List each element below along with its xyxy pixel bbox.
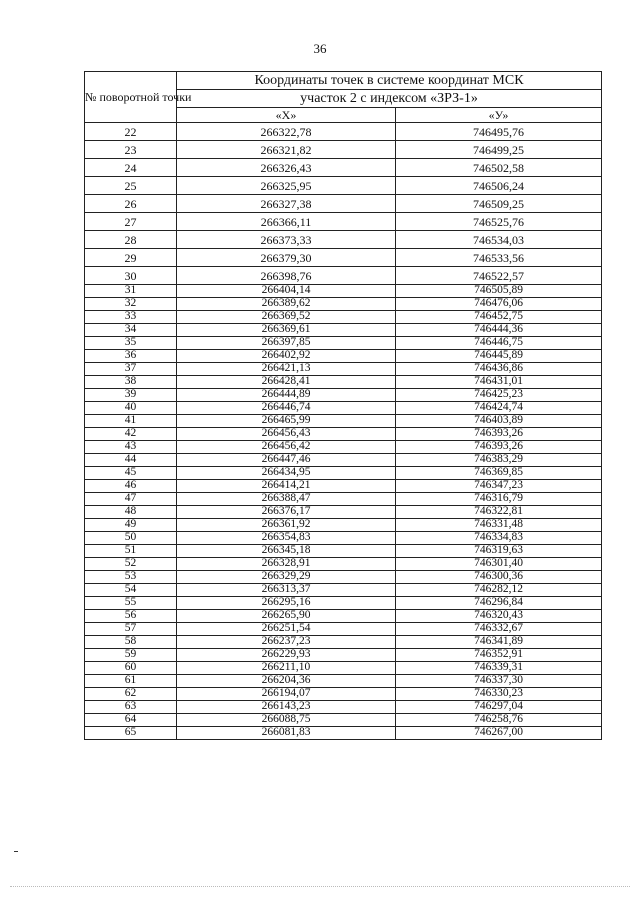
scan-edge-dots [10,886,630,890]
point-number-cell: 33 [85,311,177,324]
x-coordinate-cell: 266397,85 [177,337,396,350]
x-coordinate-cell: 266211,10 [177,662,396,675]
point-number-cell: 45 [85,467,177,480]
table-row [85,123,602,141]
table-row [85,467,602,480]
x-coordinate-cell: 266321,82 [177,141,396,159]
coordinates-table [84,71,602,740]
header-plot-index: участок 2 с индексом «ЗРЗ-1» [177,90,602,108]
y-coordinate-cell: 746296,84 [396,597,602,610]
point-number-cell: 23 [85,141,177,159]
y-coordinate-cell: 746446,75 [396,337,602,350]
y-coordinate-cell: 746267,00 [396,727,602,740]
table-row [85,428,602,441]
x-coordinate-cell: 266322,78 [177,123,396,141]
point-number-cell: 54 [85,584,177,597]
table-row [85,267,602,285]
y-coordinate-cell: 746403,89 [396,415,602,428]
table-row [85,597,602,610]
table-row [85,532,602,545]
x-coordinate-cell: 266361,92 [177,519,396,532]
table-row [85,177,602,195]
x-coordinate-cell: 266414,21 [177,480,396,493]
point-number-cell: 22 [85,123,177,141]
y-coordinate-cell: 746282,12 [396,584,602,597]
x-coordinate-cell: 266251,54 [177,623,396,636]
y-coordinate-cell: 746332,67 [396,623,602,636]
table-row [85,727,602,740]
point-number-cell: 43 [85,441,177,454]
table-row [85,610,602,623]
y-coordinate-cell: 746331,48 [396,519,602,532]
y-coordinate-cell: 746369,85 [396,467,602,480]
table-row [85,389,602,402]
y-coordinate-cell: 746347,23 [396,480,602,493]
point-number-cell: 65 [85,727,177,740]
table-row [85,337,602,350]
y-coordinate-cell: 746258,76 [396,714,602,727]
x-coordinate-cell: 266447,46 [177,454,396,467]
y-coordinate-cell: 746476,06 [396,298,602,311]
table-row [85,231,602,249]
y-coordinate-cell: 746352,91 [396,649,602,662]
y-coordinate-cell: 746341,89 [396,636,602,649]
table-row [85,649,602,662]
table-row [85,623,602,636]
table-row [85,558,602,571]
y-coordinate-cell: 746522,57 [396,267,602,285]
table-row [85,324,602,337]
point-number-cell: 35 [85,337,177,350]
point-number-cell: 26 [85,195,177,213]
y-coordinate-cell: 746339,31 [396,662,602,675]
table-row [85,480,602,493]
x-coordinate-cell: 266326,43 [177,159,396,177]
point-number-cell: 28 [85,231,177,249]
table-row [85,350,602,363]
x-coordinate-cell: 266088,75 [177,714,396,727]
table-row [85,688,602,701]
x-coordinate-cell: 266402,92 [177,350,396,363]
x-coordinate-cell: 266446,74 [177,402,396,415]
y-coordinate-cell: 746445,89 [396,350,602,363]
x-coordinate-cell: 266325,95 [177,177,396,195]
point-number-cell: 61 [85,675,177,688]
point-number-cell: 37 [85,363,177,376]
point-number-cell: 63 [85,701,177,714]
margin-mark [14,851,18,852]
point-number-cell: 32 [85,298,177,311]
y-coordinate-cell: 746330,23 [396,688,602,701]
point-number-cell: 60 [85,662,177,675]
y-coordinate-cell: 746502,58 [396,159,602,177]
x-coordinate-cell: 266229,93 [177,649,396,662]
y-coordinate-cell: 746424,74 [396,402,602,415]
x-coordinate-cell: 266379,30 [177,249,396,267]
point-number-cell: 57 [85,623,177,636]
point-number-cell: 59 [85,649,177,662]
header-point-number: № поворотной точки [85,72,177,123]
table-row [85,376,602,389]
point-number-cell: 41 [85,415,177,428]
point-number-cell: 38 [85,376,177,389]
table-row [85,571,602,584]
x-coordinate-cell: 266373,33 [177,231,396,249]
y-coordinate-cell: 746499,25 [396,141,602,159]
x-coordinate-cell: 266328,91 [177,558,396,571]
point-number-cell: 31 [85,285,177,298]
point-number-cell: 48 [85,506,177,519]
header-coordinate-system: Координаты точек в системе координат МСК [177,72,602,90]
y-coordinate-cell: 746383,29 [396,454,602,467]
point-number-cell: 55 [85,597,177,610]
table-body [85,123,602,740]
x-coordinate-cell: 266204,36 [177,675,396,688]
y-coordinate-cell: 746495,76 [396,123,602,141]
table-row [85,675,602,688]
point-number-cell: 64 [85,714,177,727]
y-coordinate-cell: 746509,25 [396,195,602,213]
x-coordinate-cell: 266389,62 [177,298,396,311]
table-row [85,415,602,428]
point-number-cell: 39 [85,389,177,402]
table-row [85,159,602,177]
x-coordinate-cell: 266345,18 [177,545,396,558]
table-row [85,519,602,532]
y-coordinate-cell: 746431,01 [396,376,602,389]
table-row [85,584,602,597]
table-row [85,213,602,231]
x-coordinate-cell: 266465,99 [177,415,396,428]
point-number-cell: 27 [85,213,177,231]
x-coordinate-cell: 266237,23 [177,636,396,649]
x-coordinate-cell: 266143,23 [177,701,396,714]
table-row [85,402,602,415]
point-number-cell: 52 [85,558,177,571]
point-number-cell: 40 [85,402,177,415]
x-coordinate-cell: 266313,37 [177,584,396,597]
y-coordinate-cell: 746505,89 [396,285,602,298]
x-coordinate-cell: 266081,83 [177,727,396,740]
point-number-cell: 62 [85,688,177,701]
y-coordinate-cell: 746319,63 [396,545,602,558]
y-coordinate-cell: 746506,24 [396,177,602,195]
point-number-cell: 50 [85,532,177,545]
point-number-cell: 29 [85,249,177,267]
table-row [85,714,602,727]
y-coordinate-cell: 746534,03 [396,231,602,249]
x-coordinate-cell: 266444,89 [177,389,396,402]
table-row [85,506,602,519]
table-row [85,441,602,454]
x-coordinate-cell: 266456,43 [177,428,396,441]
point-number-cell: 44 [85,454,177,467]
table-row [85,454,602,467]
table-row [85,249,602,267]
y-coordinate-cell: 746393,26 [396,428,602,441]
table-row [85,636,602,649]
table-row [85,545,602,558]
x-coordinate-cell: 266428,41 [177,376,396,389]
y-coordinate-cell: 746452,75 [396,311,602,324]
y-coordinate-cell: 746444,36 [396,324,602,337]
y-coordinate-cell: 746393,26 [396,441,602,454]
x-coordinate-cell: 266369,61 [177,324,396,337]
point-number-cell: 42 [85,428,177,441]
point-number-cell: 56 [85,610,177,623]
x-coordinate-cell: 266398,76 [177,267,396,285]
table-row [85,298,602,311]
point-number-cell: 36 [85,350,177,363]
x-coordinate-cell: 266295,16 [177,597,396,610]
page-number: 36 [313,41,327,56]
table-row [85,285,602,298]
point-number-cell: 51 [85,545,177,558]
x-coordinate-cell: 266404,14 [177,285,396,298]
table-row [85,493,602,506]
x-coordinate-cell: 266388,47 [177,493,396,506]
y-coordinate-cell: 746297,04 [396,701,602,714]
x-coordinate-cell: 266376,17 [177,506,396,519]
x-coordinate-cell: 266265,90 [177,610,396,623]
y-coordinate-cell: 746436,86 [396,363,602,376]
table-row [85,141,602,159]
x-coordinate-cell: 266354,83 [177,532,396,545]
point-number-cell: 46 [85,480,177,493]
y-coordinate-cell: 746300,36 [396,571,602,584]
y-coordinate-cell: 746316,79 [396,493,602,506]
point-number-cell: 53 [85,571,177,584]
x-coordinate-cell: 266434,95 [177,467,396,480]
y-coordinate-cell: 746322,81 [396,506,602,519]
point-number-cell: 24 [85,159,177,177]
x-coordinate-cell: 266369,52 [177,311,396,324]
table-row [85,311,602,324]
y-coordinate-cell: 746425,23 [396,389,602,402]
table-row [85,662,602,675]
point-number-cell: 58 [85,636,177,649]
x-coordinate-cell: 266421,13 [177,363,396,376]
x-coordinate-cell: 266329,29 [177,571,396,584]
x-coordinate-cell: 266366,11 [177,213,396,231]
y-coordinate-cell: 746334,83 [396,532,602,545]
header-y: «У» [396,108,602,123]
y-coordinate-cell: 746533,56 [396,249,602,267]
point-number-cell: 25 [85,177,177,195]
point-number-cell: 30 [85,267,177,285]
header-x: «X» [177,108,396,123]
x-coordinate-cell: 266194,07 [177,688,396,701]
y-coordinate-cell: 746337,30 [396,675,602,688]
table-row [85,195,602,213]
table-row [85,363,602,376]
point-number-cell: 34 [85,324,177,337]
x-coordinate-cell: 266327,38 [177,195,396,213]
point-number-cell: 47 [85,493,177,506]
point-number-cell: 49 [85,519,177,532]
y-coordinate-cell: 746301,40 [396,558,602,571]
table-row [85,701,602,714]
y-coordinate-cell: 746525,76 [396,213,602,231]
x-coordinate-cell: 266456,42 [177,441,396,454]
y-coordinate-cell: 746320,43 [396,610,602,623]
